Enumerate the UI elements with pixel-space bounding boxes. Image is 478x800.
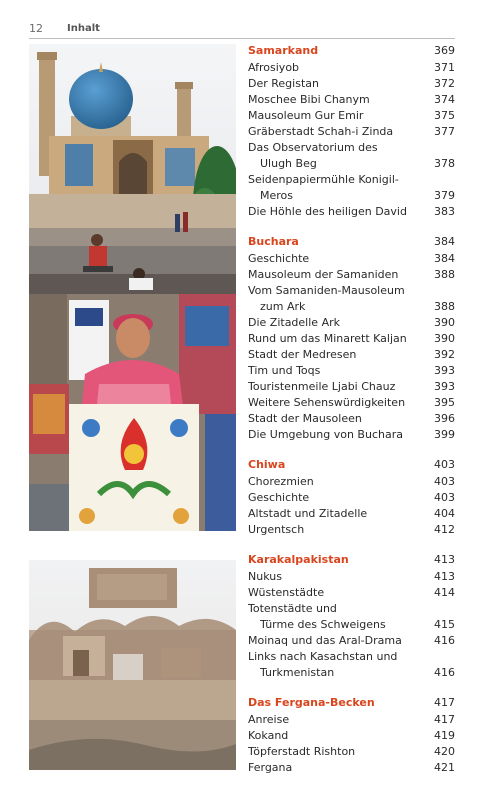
toc-entry[interactable] xyxy=(248,92,455,108)
toc-entry[interactable] xyxy=(248,315,455,331)
entry-title: Tim und Toqs xyxy=(248,364,321,377)
entry-page: 413 xyxy=(434,570,455,583)
toc-entry[interactable] xyxy=(248,331,455,347)
section-title: Karakalpakistan xyxy=(248,553,349,566)
toc-section-karakalpakistan xyxy=(248,553,455,681)
entry-page: 375 xyxy=(434,109,455,122)
section-page: 384 xyxy=(434,235,455,248)
toc-section-samarkand xyxy=(248,44,455,220)
entry-page: 392 xyxy=(434,348,455,361)
section-title: Das Fergana-Becken xyxy=(248,696,375,709)
toc-entry[interactable] xyxy=(248,395,455,411)
toc-entry[interactable] xyxy=(248,108,455,124)
toc-entry[interactable] xyxy=(248,76,455,92)
entry-page: 384 xyxy=(434,252,455,265)
entry-page: 416 xyxy=(434,666,455,679)
entry-title: Mausoleum der Samaniden xyxy=(248,268,399,281)
toc-entry[interactable] xyxy=(248,569,455,585)
toc-entry[interactable] xyxy=(248,283,455,315)
entry-title: Totenstädte und xyxy=(248,602,337,615)
entry-title: Links nach Kasachstan und xyxy=(248,650,398,663)
toc-entry[interactable] xyxy=(248,124,455,140)
entry-title: Seidenpapiermühle Konigil- xyxy=(248,173,399,186)
entry-title: Wüstenstädte xyxy=(248,586,325,599)
photo-samarkand-mausoleum xyxy=(29,44,236,294)
entry-title: Afrosiyob xyxy=(248,61,300,74)
entry-page: 377 xyxy=(434,125,455,138)
entry-page: 374 xyxy=(434,93,455,106)
section-page: 413 xyxy=(434,553,455,566)
entry-title: Stadt der Medresen xyxy=(248,348,357,361)
entry-page: 403 xyxy=(434,475,455,488)
toc-section-chiwa xyxy=(248,458,455,538)
toc-entry[interactable] xyxy=(248,347,455,363)
toc-entry[interactable] xyxy=(248,204,455,220)
toc-section-fergana xyxy=(248,696,455,776)
entry-page: 390 xyxy=(434,332,455,345)
section-heading[interactable] xyxy=(248,235,455,251)
entry-page: 393 xyxy=(434,380,455,393)
section-page: 403 xyxy=(434,458,455,471)
entry-page: 379 xyxy=(434,189,455,202)
toc-entry[interactable] xyxy=(248,760,455,776)
toc-entry[interactable] xyxy=(248,649,455,681)
entry-title: Urgentsch xyxy=(248,523,305,536)
toc-section-buchara xyxy=(248,235,455,443)
entry-page: 388 xyxy=(434,300,455,313)
entry-title: Die Umgebung von Buchara xyxy=(248,428,403,441)
entry-title: Anreise xyxy=(248,713,290,726)
toc-entry[interactable] xyxy=(248,363,455,379)
entry-page: 395 xyxy=(434,396,455,409)
entry-title: Weitere Sehenswürdigkeiten xyxy=(248,396,406,409)
entry-page: 383 xyxy=(434,205,455,218)
entry-title: Die Höhle des heiligen David xyxy=(248,205,407,218)
entry-page: 390 xyxy=(434,316,455,329)
entry-page: 404 xyxy=(434,507,455,520)
entry-page: 415 xyxy=(434,618,455,631)
entry-page: 417 xyxy=(434,713,455,726)
entry-title: Vom Samaniden-Mausoleum xyxy=(248,284,405,297)
toc-entry[interactable] xyxy=(248,427,455,443)
entry-title: Die Zitadelle Ark xyxy=(248,316,340,329)
toc-entry[interactable] xyxy=(248,728,455,744)
entry-title: Stadt der Mausoleen xyxy=(248,412,362,425)
entry-title: Mausoleum Gur Emir xyxy=(248,109,364,122)
entry-title-continued: Türme des Schweigens xyxy=(260,618,386,631)
entry-title: Geschichte xyxy=(248,252,310,265)
entry-page: 378 xyxy=(434,157,455,170)
entry-page: 371 xyxy=(434,61,455,74)
entry-title: Chorezmien xyxy=(248,475,314,488)
entry-page: 420 xyxy=(434,745,455,758)
entry-title: Rund um das Minarett Kaljan xyxy=(248,332,407,345)
section-page: 369 xyxy=(434,44,455,57)
entry-page: 396 xyxy=(434,412,455,425)
entry-page: 372 xyxy=(434,77,455,90)
entry-title: Touristenmeile Ljabi Chauz xyxy=(248,380,396,393)
page-title: Inhalt xyxy=(67,23,100,34)
entry-page: 414 xyxy=(434,586,455,599)
entry-title: Altstadt und Zitadelle xyxy=(248,507,368,520)
toc-entry[interactable] xyxy=(248,601,455,633)
entry-title: Nukus xyxy=(248,570,282,583)
page-number: 12 xyxy=(29,22,43,35)
entry-title: Das Observatorium des xyxy=(248,141,378,154)
entry-title: Moinaq und das Aral-Drama xyxy=(248,634,402,647)
section-title: Samarkand xyxy=(248,44,319,57)
entry-page: 403 xyxy=(434,491,455,504)
toc-entry[interactable] xyxy=(248,712,455,728)
entry-title: Der Registan xyxy=(248,77,319,90)
entry-title: Moschee Bibi Chanym xyxy=(248,93,370,106)
entry-page: 416 xyxy=(434,634,455,647)
toc-entry[interactable] xyxy=(248,251,455,267)
toc-entry[interactable] xyxy=(248,506,455,522)
entry-page: 419 xyxy=(434,729,455,742)
toc-entry[interactable] xyxy=(248,379,455,395)
photo-desert-necropolis xyxy=(29,560,236,770)
entry-title: Kokand xyxy=(248,729,289,742)
entry-page: 393 xyxy=(434,364,455,377)
toc-entry[interactable] xyxy=(248,490,455,506)
entry-page: 412 xyxy=(434,523,455,536)
photo-woman-with-suzani xyxy=(29,294,236,531)
entry-title-continued: Ulugh Beg xyxy=(260,157,317,170)
section-title: Buchara xyxy=(248,235,299,248)
entry-page: 388 xyxy=(434,268,455,281)
entry-title: Töpferstadt Rishton xyxy=(248,745,356,758)
entry-title: Geschichte xyxy=(248,491,310,504)
section-heading[interactable] xyxy=(248,44,455,60)
page-header xyxy=(29,22,455,39)
entry-title-continued: zum Ark xyxy=(260,300,306,313)
toc-entry[interactable] xyxy=(248,411,455,427)
section-title: Chiwa xyxy=(248,458,286,471)
toc-entry[interactable] xyxy=(248,60,455,76)
section-heading[interactable] xyxy=(248,696,455,712)
toc-entry[interactable] xyxy=(248,633,455,649)
toc-entry[interactable] xyxy=(248,585,455,601)
entry-title: Gräberstadt Schah-i Zinda xyxy=(248,125,394,138)
toc-entry[interactable] xyxy=(248,522,455,538)
section-heading[interactable] xyxy=(248,553,455,569)
entry-page: 399 xyxy=(434,428,455,441)
entry-title: Fergana xyxy=(248,761,293,774)
toc-entry[interactable] xyxy=(248,474,455,490)
section-page: 417 xyxy=(434,696,455,709)
entry-title-continued: Turkmenistan xyxy=(260,666,335,679)
toc-entry[interactable] xyxy=(248,140,455,172)
section-heading[interactable] xyxy=(248,458,455,474)
entry-title-continued: Meros xyxy=(260,189,293,202)
toc-entry[interactable] xyxy=(248,172,455,204)
toc-entry[interactable] xyxy=(248,744,455,760)
toc-entry[interactable] xyxy=(248,267,455,283)
entry-page: 421 xyxy=(434,761,455,774)
